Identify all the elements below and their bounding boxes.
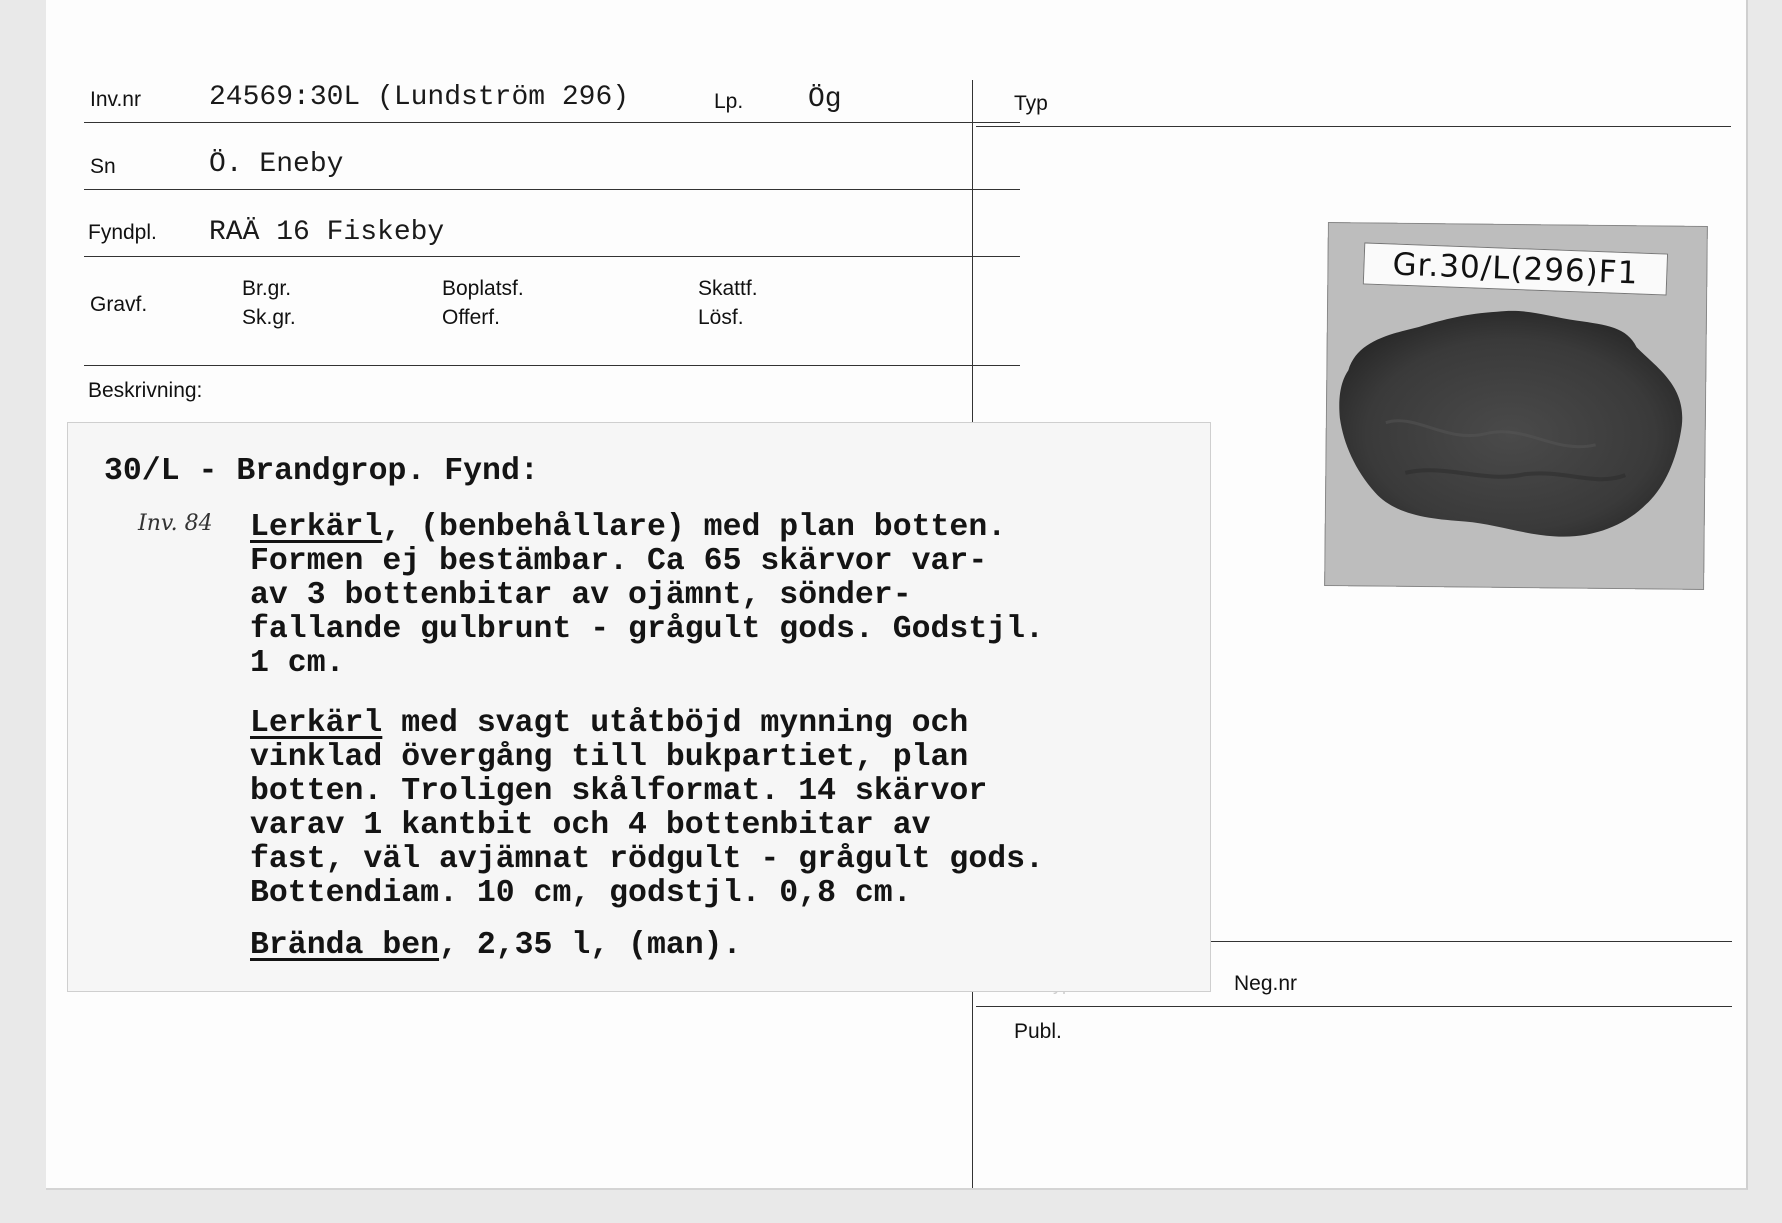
fyndpl-label: Fyndpl. <box>88 221 157 244</box>
description-p2-line2: vinklad övergång till bukpartiet, plan <box>250 740 969 775</box>
brgr-label: Br.gr. <box>242 277 292 300</box>
p2-term: Lerkärl <box>250 706 383 741</box>
rule-negnr <box>1206 941 1732 942</box>
description-p1-line4: fallande gulbrunt - grågult gods. Godstjl. <box>250 612 1044 647</box>
description-p2-line3: botten. Troligen skålformat. 14 skärvor <box>250 774 988 809</box>
description-p1-line5: 1 cm. <box>250 646 345 681</box>
rule-gravf <box>84 365 1020 366</box>
sn-label: Sn <box>90 155 116 178</box>
rule-invnr <box>84 122 1020 123</box>
description-p2-line4: varav 1 kantbit och 4 bottenbitar av <box>250 808 931 843</box>
rule-publ <box>976 1006 1732 1007</box>
handwritten-inv-note: Inv. 84 <box>138 511 213 536</box>
pottery-shard-image <box>1324 222 1708 590</box>
description-heading: 30/L - Brandgrop. Fynd: <box>104 454 539 489</box>
lp-value: Ög <box>808 84 842 115</box>
p3-rest: , 2,35 l, (man). <box>439 928 742 963</box>
description-p3-line1 <box>250 929 741 963</box>
invnr-label: Inv.nr <box>90 88 141 111</box>
publ-label: Publ. <box>1014 1020 1062 1043</box>
boplatsf-label: Boplatsf. <box>442 277 524 300</box>
p1-term: Lerkärl <box>250 510 383 545</box>
description-p1-line2: Formen ej bestämbar. Ca 65 skärvor var- <box>250 544 988 579</box>
losf-label: Lösf. <box>698 306 744 329</box>
skgr-label: Sk.gr. <box>242 306 296 329</box>
lp-label: Lp. <box>714 90 744 113</box>
typed-description-slip <box>67 422 1211 992</box>
description-p1-line1 <box>250 511 1006 545</box>
negnr-label: Neg.nr <box>1234 972 1298 995</box>
rule-typ <box>976 126 1731 127</box>
beskrivning-label: Beskrivning: <box>88 379 203 402</box>
artifact-photo <box>1324 222 1708 590</box>
p3-term: Brända ben <box>250 928 440 963</box>
p1-line1-rest: , (benbehållare) med plan botten. <box>382 510 1007 545</box>
description-p1-line3: av 3 bottenbitar av ojämnt, sönder- <box>250 578 912 613</box>
offerf-label: Offerf. <box>442 306 500 329</box>
description-p2-line1 <box>250 707 968 741</box>
typ-label: Typ <box>1014 92 1048 115</box>
rule-fyndpl <box>84 256 1020 257</box>
gravf-label: Gravf. <box>90 293 148 316</box>
rule-sn <box>84 189 1020 190</box>
description-p2-line5: fast, väl avjämnat rödgult - grågult gods. <box>250 842 1044 877</box>
photo-label: Gr.30/L(296)F1 <box>1363 242 1668 295</box>
sn-value: Ö. Eneby <box>209 149 344 180</box>
skattf-label: Skattf. <box>698 277 758 300</box>
p2-line1-rest: med svagt utåtböjd mynning och <box>382 706 969 741</box>
description-p2-line6: Bottendiam. 10 cm, godstjl. 0,8 cm. <box>250 876 912 911</box>
fyndpl-value: RAÄ 16 Fiskeby <box>209 217 445 248</box>
invnr-value: 24569:30L (Lundström 296) <box>209 82 630 113</box>
